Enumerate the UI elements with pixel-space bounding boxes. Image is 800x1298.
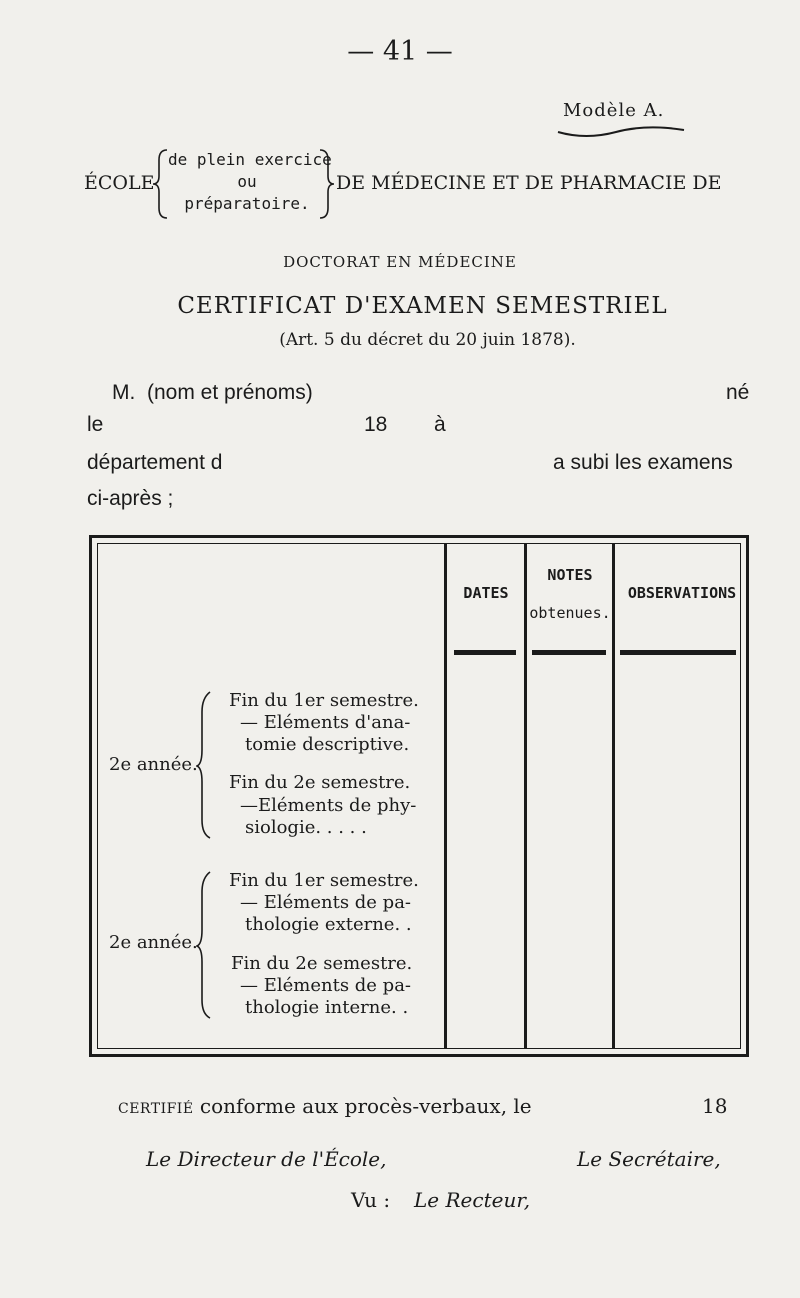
ecole-option-plein-exercice: de plein exercice bbox=[168, 150, 332, 169]
column-divider-dates bbox=[444, 544, 447, 1048]
ecole-option-preparatoire: préparatoire. bbox=[184, 194, 310, 213]
group-2-brace bbox=[196, 870, 212, 1020]
header-rule-observations bbox=[620, 650, 736, 655]
form-ne: né bbox=[726, 381, 750, 404]
group-1-line-5: —Eléments de phy- bbox=[240, 795, 417, 816]
form-a: à bbox=[434, 413, 446, 436]
ecole-suffix: DE MÉDECINE ET DE PHARMACIE DE bbox=[336, 172, 722, 194]
certifie-line bbox=[118, 1094, 532, 1118]
group-1-line-3: tomie descriptive. bbox=[245, 734, 410, 755]
group-2-line-6: thologie interne. . bbox=[245, 997, 409, 1018]
certificate-title: CERTIFICAT D'EXAMEN SEMESTRIEL bbox=[177, 293, 668, 319]
flourish-ornament bbox=[556, 122, 686, 142]
group-2-line-4: Fin du 2e semestre. bbox=[231, 953, 413, 974]
certifie-label: CERTIFIÉ bbox=[118, 1101, 194, 1117]
right-brace bbox=[318, 148, 336, 220]
form-departement: département d bbox=[87, 451, 223, 474]
form-ci-apres: ci-après ; bbox=[87, 487, 174, 510]
header-rule-notes bbox=[532, 650, 606, 655]
group-1-brace bbox=[196, 690, 212, 840]
certificate-subtitle: (Art. 5 du décret du 20 juin 1878). bbox=[279, 330, 576, 350]
column-header-notes: NOTES bbox=[547, 566, 593, 584]
exam-table bbox=[97, 543, 741, 1049]
doctorat-heading: DOCTORAT EN MÉDECINE bbox=[283, 253, 517, 271]
vu-label: Vu : bbox=[351, 1188, 391, 1212]
modele-label: Modèle A. bbox=[563, 100, 665, 121]
form-nom-prenoms: (nom et prénoms) bbox=[147, 381, 313, 404]
form-m-label: M. bbox=[112, 381, 136, 404]
certifie-year: 18 bbox=[702, 1094, 728, 1118]
column-header-notes-obtenues: obtenues. bbox=[529, 604, 611, 622]
ecole-label: ÉCOLE bbox=[84, 172, 155, 194]
left-brace bbox=[151, 148, 169, 220]
group-1-line-4: Fin du 2e semestre. bbox=[229, 772, 411, 793]
group-1-line-2: — Eléments d'ana- bbox=[240, 712, 411, 733]
column-header-observations: OBSERVATIONS bbox=[627, 584, 737, 602]
signature-secretaire: Le Secrétaire, bbox=[577, 1147, 721, 1171]
form-le: le bbox=[87, 413, 104, 436]
group-1-line-1: Fin du 1er semestre. bbox=[229, 690, 419, 711]
group-1-annee: 2e année. bbox=[109, 754, 198, 775]
column-header-dates: DATES bbox=[463, 584, 509, 602]
group-2-line-3: thologie externe. . bbox=[245, 914, 412, 935]
header-rule-dates bbox=[454, 650, 516, 655]
group-2-annee: 2e année. bbox=[109, 932, 198, 953]
group-2-line-5: — Eléments de pa- bbox=[240, 975, 412, 996]
group-2-line-2: — Eléments de pa- bbox=[240, 892, 412, 913]
group-1-line-6: siologie. . . . . bbox=[245, 817, 367, 838]
ecole-option-ou: ou bbox=[237, 172, 257, 191]
certifie-text: conforme aux procès-verbaux, le bbox=[199, 1094, 532, 1118]
signature-directeur: Le Directeur de l'École, bbox=[146, 1147, 387, 1171]
form-subi: a subi les examens bbox=[553, 451, 733, 474]
page-number: — 41 — bbox=[347, 36, 453, 67]
signature-recteur: Le Recteur, bbox=[414, 1188, 531, 1212]
form-year: 18 bbox=[364, 413, 388, 436]
group-2-line-1: Fin du 1er semestre. bbox=[229, 870, 419, 891]
